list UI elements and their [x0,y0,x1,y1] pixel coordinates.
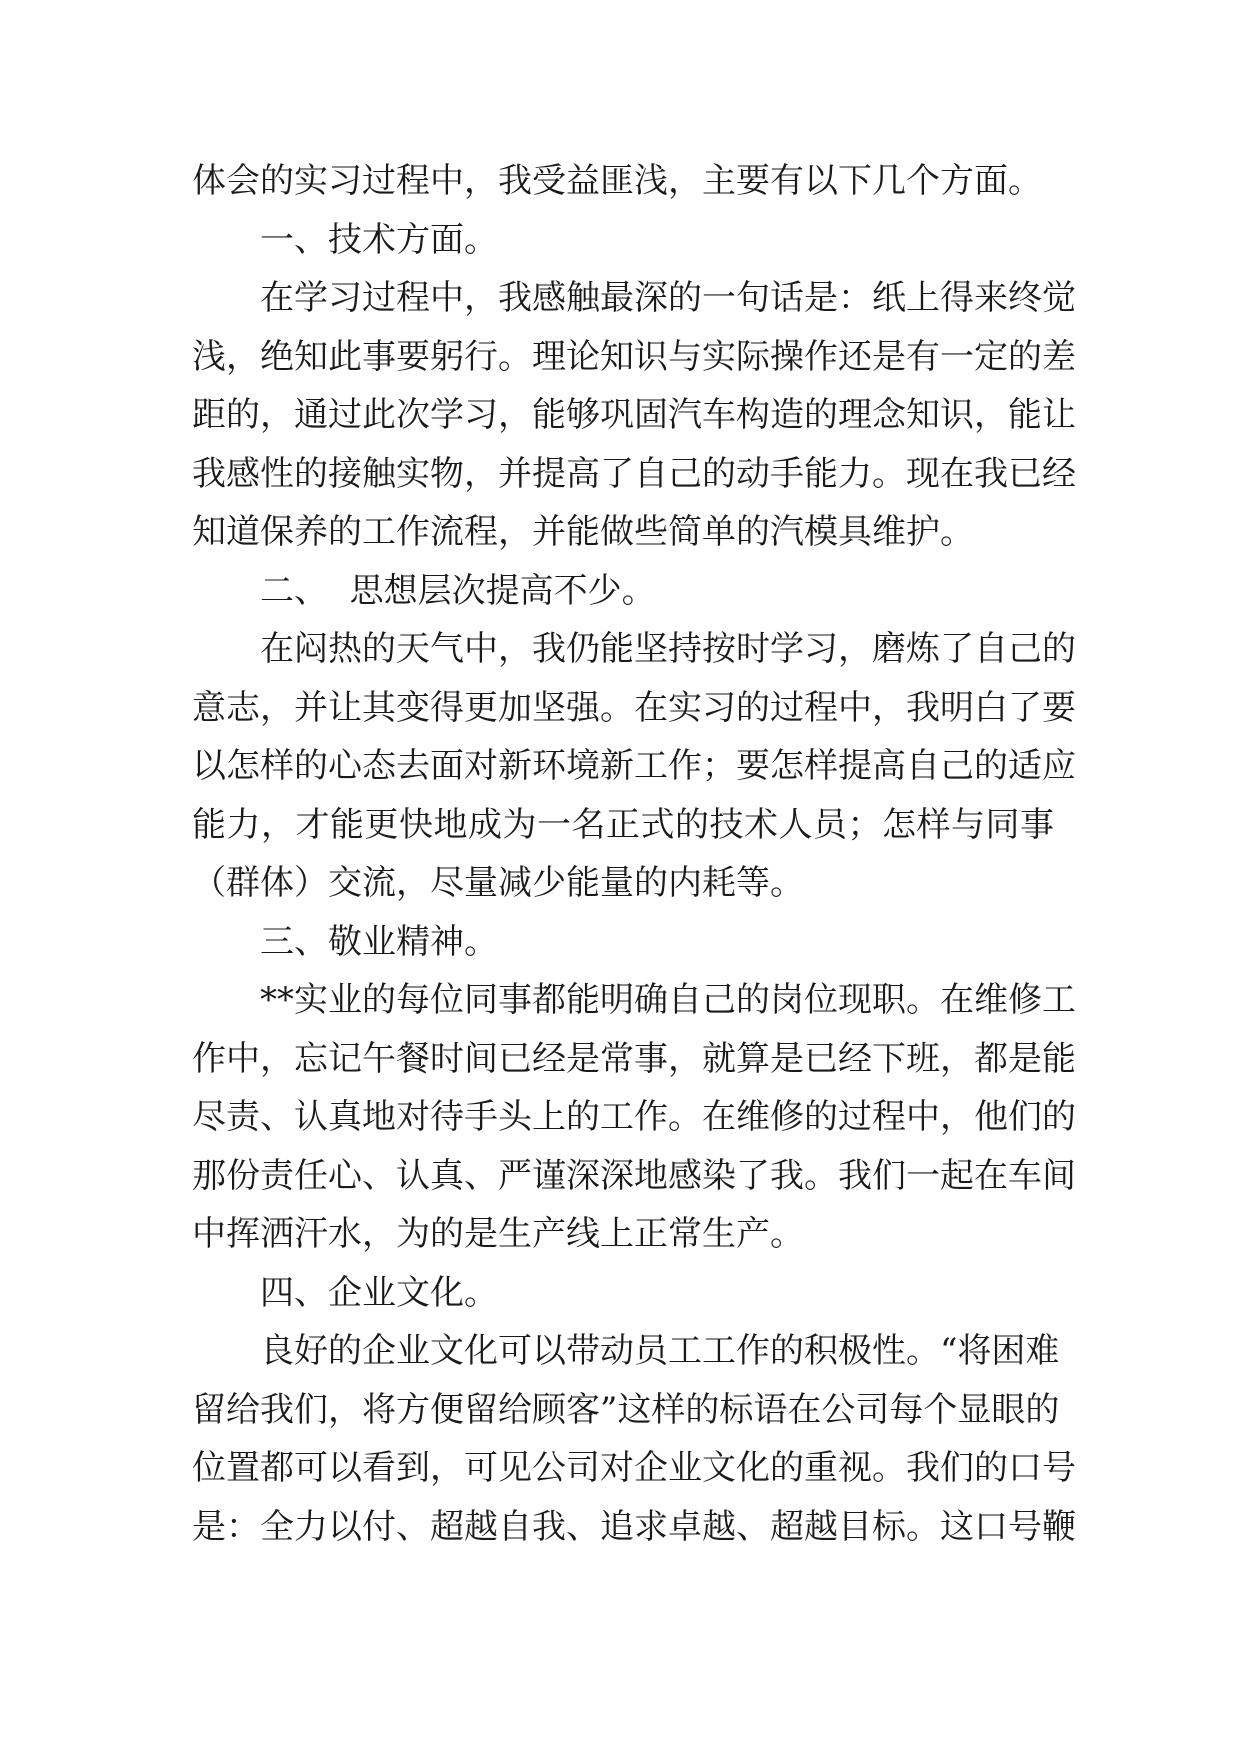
text-line: 距 的 ， 通 过 此 次 学 习 ， 能 够 巩 固 汽 车 构 造 的 理 念 知 识 ， 能 让 [192,395,1076,435]
text-line: 良 好 的 企 业 文 化 可 以 带 动 员 工 工 作 的 积 极 性 。 “ 将 困 难 [260,1331,1060,1371]
text-line: 位 置 都 可 以 看 到 ， 可 见 公 司 对 企 业 文 化 的 重 视 。 我 们 的 口 号 [192,1448,1076,1488]
text-line: 在 闷 热 的 天 气 中 ， 我 仍 能 坚 持 按 时 学 习 ， 磨 炼 了 自 己 的 [260,629,1076,669]
text-line: 作 中 ， 忘 记 午 餐 时 间 已 经 是 常 事 ， 就 算 是 已 经 下 班 ， 都 是 能 [192,1038,1076,1079]
text-line: 在 学 习 过 程 中 ， 我 感 触 最 深 的 一 句 话 是 ： 纸 上 得 来 终 觉 [260,278,1076,318]
text-line: 我 感 性 的 接 触 实 物 ， 并 提 高 了 自 己 的 动 手 能 力 。 现 在 我 已 经 [192,453,1076,494]
section-heading-dedication: 三、敬业精神。 [260,921,498,962]
text-line: 浅 ， 绝 知 此 事 要 躬 行 。 理 论 知 识 与 实 际 操 作 还 是 有 一 定 的 差 [192,336,1076,377]
text-line: 留 给 我 们 ， 将 方 便 留 给 顾 客 ” 这 样 的 标 语 在 公 司 每 个 显 眼 的 [192,1389,1060,1430]
text-line: 体会的实习过程中，我受益匪浅，主要有以下几个方面。 [192,161,1042,201]
text-line: * * 实 业 的 每 位 同 事 都 能 明 确 自 己 的 岗 位 现 职 。 在 维 修 工 [260,980,1076,1020]
text-line: 那 份 责 任 心 、 认 真 、 严 谨 深 深 地 感 染 了 我 。 我 们 一 起 在 车 间 [192,1155,1076,1196]
text-line: 是 ： 全 力 以 付 、 超 越 自 我 、 追 求 卓 越 、 超 越 目 标 。 这 口 号 鞭 [192,1506,1076,1547]
document-body [192,152,1076,1556]
text-line: 能 力 ， 才 能 更 快 地 成 为 一 名 正 式 的 技 术 人 员 ； 怎 样 与 同 事 [192,804,1054,845]
text-line: 意 志 ， 并 让 其 变 得 更 加 坚 强 。 在 实 习 的 过 程 中 ， 我 明 白 了 要 [192,687,1076,728]
text-line: （群体）交流，尽量减少能量的内耗等。 [192,863,804,903]
section-heading-culture: 四、企业文化。 [260,1272,498,1313]
text-line: 以 怎 样 的 心 态 去 面 对 新 环 境 新 工 作 ； 要 怎 样 提 高 自 己 的 适 应 [192,746,1076,786]
section-heading-technical: 一、技术方面。 [260,219,498,260]
text-line: 知道保养的工作流程，并能做些简单的汽模具维护。 [192,512,974,552]
text-line: 中挥洒汗水，为的是生产线上正常生产。 [192,1214,804,1254]
section-heading-thinking: 二、 思想层次提高不少。 [260,570,656,611]
text-line: 尽 责 、 认 真 地 对 待 手 头 上 的 工 作 。 在 维 修 的 过 程 中 ， 他 们 的 [192,1097,1076,1137]
